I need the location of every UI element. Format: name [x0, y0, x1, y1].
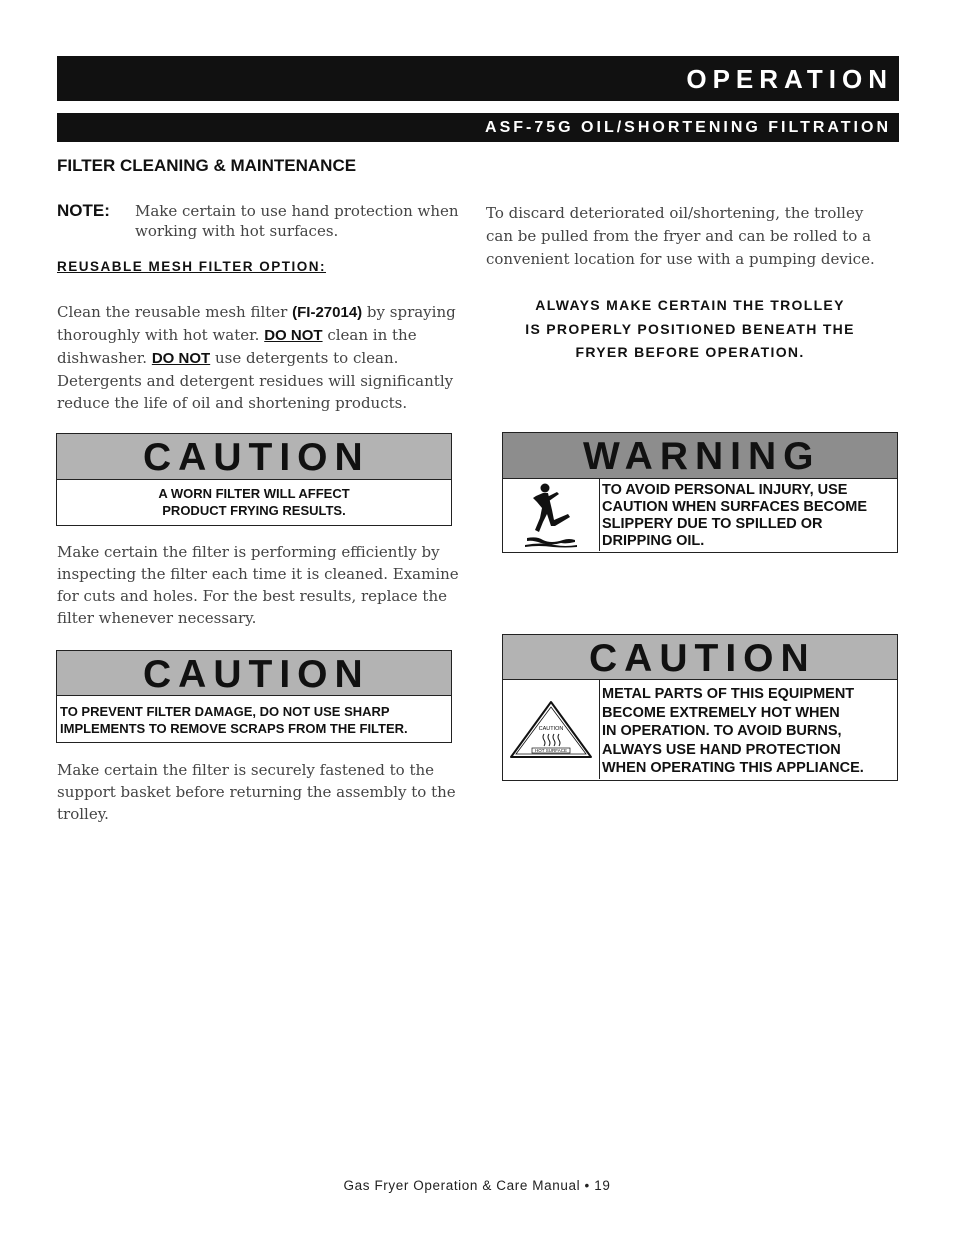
caution-message-line: TO PREVENT FILTER DAMAGE, DO NOT USE SHARP — [60, 704, 390, 719]
hot-surface-icon-top-label: CAUTION — [538, 725, 564, 732]
hot-surface-icon-cell — [503, 680, 600, 779]
caution-message-line: A WORN FILTER WILL AFFECT — [158, 486, 350, 501]
note-label: NOTE: — [57, 201, 110, 220]
inspect-filter-paragraph: Make certain the filter is performing efficiently by inspecting the filter each time it is cleaned. Examine for cuts and holes. For the best results, replace the filter whenever necessary. — [57, 543, 459, 627]
warning-message-line: DRIPPING OIL. — [602, 533, 705, 549]
do-not-emphasis-2: DO NOT — [151, 350, 211, 367]
subsection-header-bar: ASF-75G OIL/SHORTENING FILTRATION — [57, 113, 899, 142]
mesh-para-text-2: by spraying thoroughly with hot water. — [57, 303, 456, 344]
note-line: FRYER BEFORE OPERATION. — [575, 344, 805, 360]
caution-message-line: IN OPERATION. TO AVOID BURNS, — [602, 723, 842, 739]
mesh-para-text-4: use detergents to clean. Detergents and detergent residues will significantly reduce the life of oil and shortening products. — [57, 349, 454, 412]
do-not-emphasis-1: DO NOT — [264, 327, 323, 344]
slip-hazard-icon-cell — [503, 479, 600, 551]
caution-box-worn-filter — [56, 433, 452, 526]
page-footer: Gas Fryer Operation & Care Manual • 19 — [343, 1178, 611, 1193]
mesh-para-text-1: Clean the reusable mesh filter — [57, 303, 293, 321]
caution-heading: CAUTION — [57, 651, 451, 696]
warning-message-line: SLIPPERY DUE TO SPILLED OR — [602, 516, 823, 532]
hot-surface-icon-bottom-label: HOT SURFACE — [535, 747, 567, 753]
trolley-position-note — [490, 294, 890, 365]
note-text: Make certain to use hand protection when working with hot surfaces. — [135, 202, 459, 240]
part-number: (FI-27014) — [292, 304, 363, 321]
warning-message-line: TO AVOID PERSONAL INJURY, USE — [602, 482, 848, 498]
warning-message — [600, 479, 897, 551]
mesh-para-text-3: clean in the dishwasher. — [57, 326, 417, 367]
slip-hazard-icon — [521, 482, 581, 548]
caution-message-line: WHEN OPERATING THIS APPLIANCE. — [602, 760, 864, 776]
caution-message-line: ALWAYS USE HAND PROTECTION — [602, 741, 841, 758]
caution-message-line: PRODUCT FRYING RESULTS. — [162, 503, 346, 518]
caution-message-line: IMPLEMENTS TO REMOVE SCRAPS FROM THE FILTER. — [60, 721, 408, 736]
warning-box-slippery — [502, 432, 898, 553]
caution-heading: CAUTION — [503, 635, 897, 680]
caution-message — [600, 680, 897, 779]
section-title: FILTER CLEANING & MAINTENANCE — [57, 156, 357, 175]
caution-box-sharp-implements — [56, 650, 452, 743]
note-line: ALWAYS MAKE CERTAIN THE TROLLEY — [535, 297, 845, 313]
mesh-filter-title: REUSABLE MESH FILTER OPTION: — [57, 259, 327, 274]
caution-message-line: BECOME EXTREMELY HOT WHEN — [602, 704, 840, 721]
caution-message-line: METAL PARTS OF THIS EQUIPMENT — [602, 686, 855, 702]
hot-surface-icon — [508, 699, 594, 761]
caution-message — [57, 480, 451, 519]
discard-oil-paragraph: To discard deteriorated oil/shortening, the trolley can be pulled from the fryer and can be rolled to a convenient location for use with a pumping device. — [486, 204, 875, 268]
fasten-filter-paragraph: Make certain the filter is securely fastened to the support basket before returning the assembly to the trolley. — [57, 761, 456, 823]
note-line: IS PROPERLY POSITIONED BENEATH THE — [525, 320, 855, 337]
caution-box-hot-surface — [502, 634, 898, 781]
warning-message-line: CAUTION WHEN SURFACES BECOME — [602, 499, 868, 515]
warning-heading: WARNING — [503, 433, 897, 479]
caution-heading: CAUTION — [57, 434, 451, 480]
mesh-filter-paragraph — [57, 301, 469, 414]
caution-message — [57, 696, 451, 737]
section-header-bar: OPERATION — [57, 56, 899, 101]
